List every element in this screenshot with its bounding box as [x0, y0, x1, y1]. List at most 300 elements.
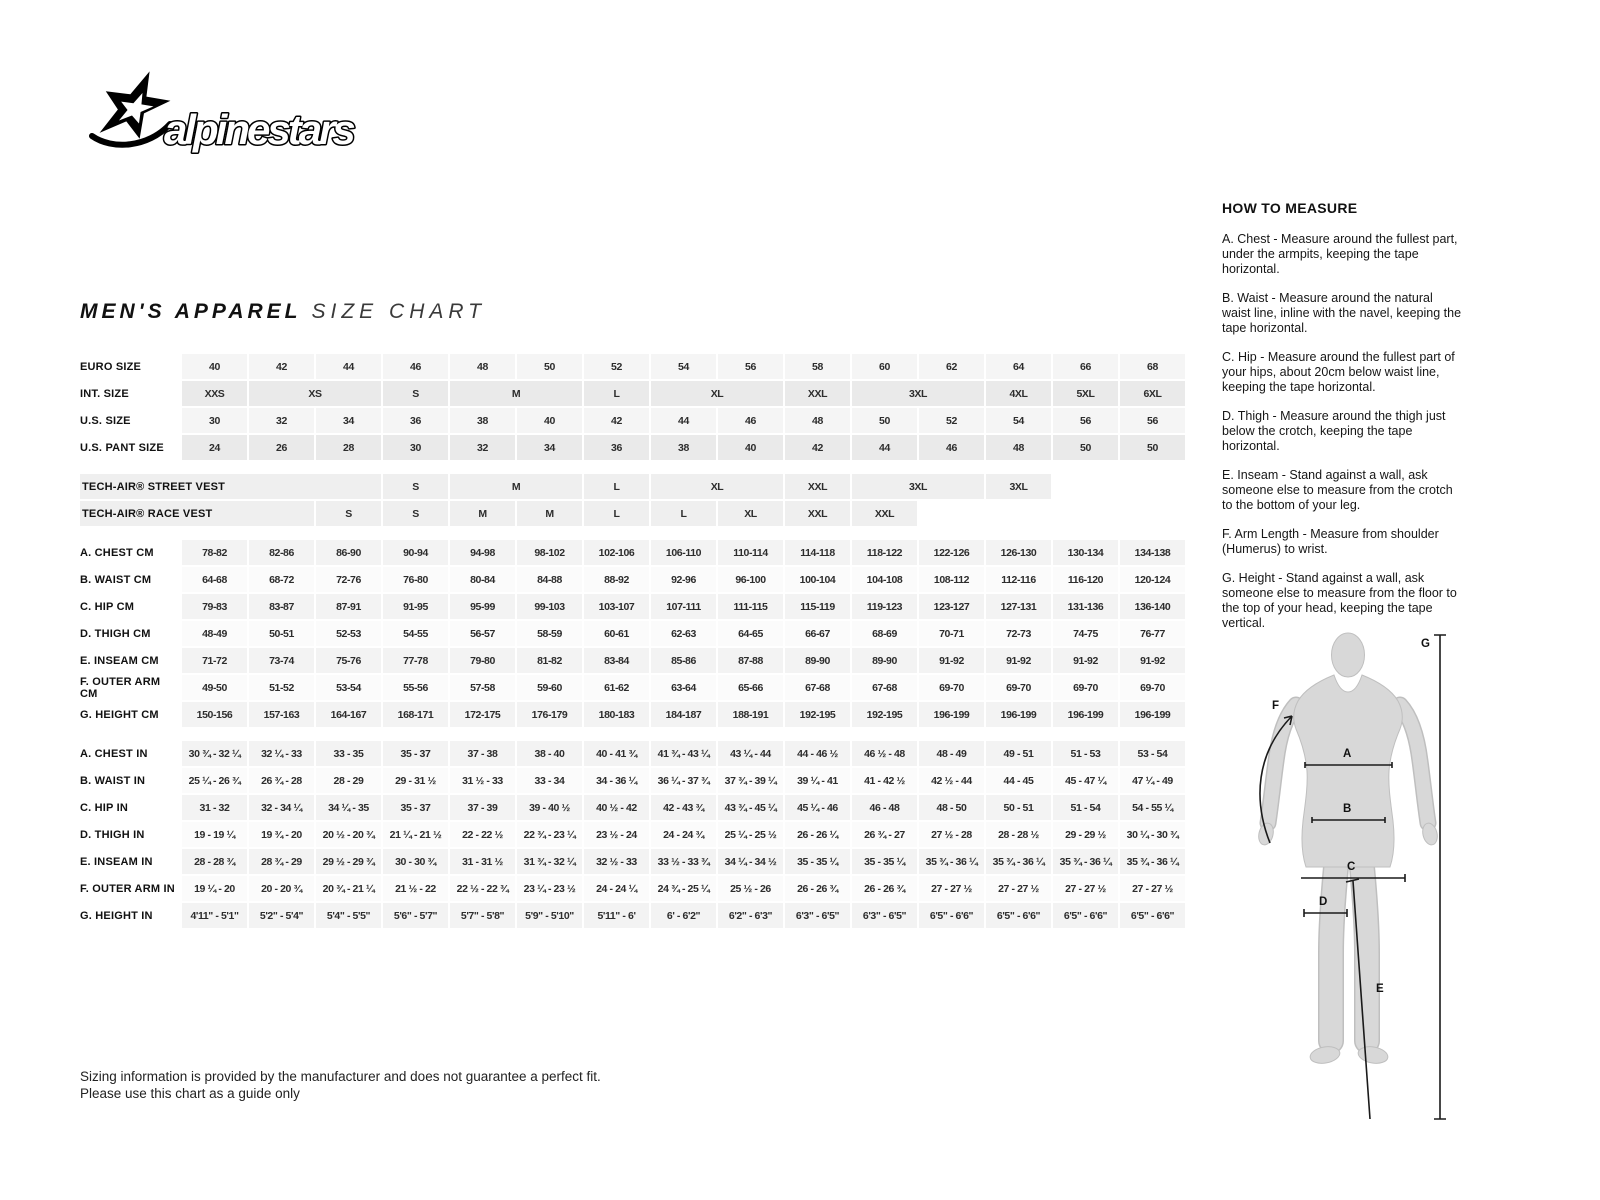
- size-cell: 46: [718, 408, 783, 433]
- measure-instruction: D. Thigh - Measure around the thigh just below the crotch, keeping the tape horizontal.: [1222, 409, 1446, 453]
- size-cell: 76-80: [383, 567, 448, 592]
- table-row: [80, 435, 1185, 460]
- size-cell: 28 ¾ - 29: [249, 849, 314, 874]
- size-cell: 188-191: [718, 702, 783, 727]
- disclaimer: [80, 1068, 601, 1102]
- size-cell: 50-51: [249, 621, 314, 646]
- size-cell: 5'7" - 5'8": [450, 903, 515, 928]
- size-cell: 29 - 31 ½: [383, 768, 448, 793]
- size-cell: XL: [651, 474, 783, 499]
- row-label: D. THIGH IN: [80, 828, 145, 841]
- table-row: [80, 876, 1185, 901]
- row-label: U.S. PANT SIZE: [80, 441, 164, 454]
- size-cell: 83-87: [249, 594, 314, 619]
- size-cell: 21 ¼ - 21 ½: [383, 822, 448, 847]
- row-label: C. HIP IN: [80, 801, 129, 814]
- size-cell: 54: [651, 354, 716, 379]
- size-cell: 56: [1053, 408, 1118, 433]
- table-row: [80, 381, 1185, 406]
- size-cell: 192-195: [852, 702, 917, 727]
- size-cell: 80-84: [450, 567, 515, 592]
- table-row: [80, 822, 1185, 847]
- row-label: U.S. SIZE: [80, 414, 131, 427]
- size-cell: 26 ¾ - 28: [249, 768, 314, 793]
- size-cell: 55-56: [383, 675, 448, 700]
- size-cell: 131-136: [1053, 594, 1118, 619]
- size-cell: 75-76: [316, 648, 381, 673]
- size-cell: 33 ½ - 33 ¾: [651, 849, 716, 874]
- size-cell: 50: [1053, 435, 1118, 460]
- size-table: [80, 354, 1185, 942]
- measure-instruction: G. Height - Stand against a wall, ask someone else to measure from the floor to the top of your head, keeping the tape vertical.: [1222, 571, 1457, 630]
- size-cell: 40 ½ - 42: [584, 795, 649, 820]
- size-cell: M: [450, 501, 515, 526]
- size-cell: 28 - 28 ¾: [182, 849, 247, 874]
- size-cell: 32: [249, 408, 314, 433]
- size-cell: 63-64: [651, 675, 716, 700]
- size-cell: L: [584, 474, 649, 499]
- size-cell: 22 ½ - 22 ¾: [450, 876, 515, 901]
- svg-text:G: G: [1421, 638, 1430, 650]
- size-cell: XXS: [182, 381, 247, 406]
- size-cell: 95-99: [450, 594, 515, 619]
- size-cell: 104-108: [852, 567, 917, 592]
- size-cell: 37 - 38: [450, 741, 515, 766]
- size-cell: 196-199: [1120, 702, 1185, 727]
- size-cell: 40 - 41 ¾: [584, 741, 649, 766]
- size-cell: 110-114: [718, 540, 783, 565]
- size-cell: 56: [1120, 408, 1185, 433]
- size-cell: 5'9" - 5'10": [517, 903, 582, 928]
- size-cell: 45 - 47 ¼: [1053, 768, 1118, 793]
- size-cell: 64-68: [182, 567, 247, 592]
- size-cell: 58: [785, 354, 850, 379]
- size-cell: 48-49: [182, 621, 247, 646]
- size-cell: 34 ¼ - 35: [316, 795, 381, 820]
- size-cell: 72-76: [316, 567, 381, 592]
- size-cell: 28: [316, 435, 381, 460]
- size-cell: 6'5" - 6'6": [986, 903, 1051, 928]
- table-row: [80, 354, 1185, 379]
- size-cell: 91-92: [1053, 648, 1118, 673]
- size-cell: 33 - 34: [517, 768, 582, 793]
- size-cell: 180-183: [584, 702, 649, 727]
- size-cell: L: [584, 501, 649, 526]
- size-cell: M: [450, 381, 582, 406]
- size-cell: 98-102: [517, 540, 582, 565]
- size-cell: 108-112: [919, 567, 984, 592]
- size-cell: 99-103: [517, 594, 582, 619]
- size-cell: 23 ¼ - 23 ½: [517, 876, 582, 901]
- size-cell: S: [316, 501, 381, 526]
- measure-instruction: A. Chest - Measure around the fullest part, under the armpits, keeping the tape horizontal.: [1222, 232, 1458, 276]
- size-cell: 6'5" - 6'6": [1053, 903, 1118, 928]
- size-cell: 28 - 29: [316, 768, 381, 793]
- size-cell: 123-127: [919, 594, 984, 619]
- size-cell: 21 ½ - 22: [383, 876, 448, 901]
- size-cell: 43 ¾ - 45 ¼: [718, 795, 783, 820]
- size-cell: 39 - 40 ½: [517, 795, 582, 820]
- size-cell: 46: [919, 435, 984, 460]
- size-cell: 68-69: [852, 621, 917, 646]
- size-cell: 44 - 45: [986, 768, 1051, 793]
- size-cell: 103-107: [584, 594, 649, 619]
- size-cell: 27 - 27 ½: [1053, 876, 1118, 901]
- size-cell: 48 - 49: [919, 741, 984, 766]
- size-cell: 89-90: [852, 648, 917, 673]
- size-cell: 27 - 27 ½: [1120, 876, 1185, 901]
- size-cell: 44: [316, 354, 381, 379]
- size-cell: 69-70: [986, 675, 1051, 700]
- size-cell: 6'2" - 6'3": [718, 903, 783, 928]
- size-cell: 74-75: [1053, 621, 1118, 646]
- size-cell: XL: [651, 381, 783, 406]
- size-cell: 44: [651, 408, 716, 433]
- title-sub: SIZE CHART: [311, 300, 486, 323]
- size-cell: L: [651, 501, 716, 526]
- size-cell: 127-131: [986, 594, 1051, 619]
- table-row: [80, 768, 1185, 793]
- size-cell: L: [584, 381, 649, 406]
- alpinestars-logo: [78, 60, 368, 165]
- size-cell: 5'6" - 5'7": [383, 903, 448, 928]
- size-cell: 62: [919, 354, 984, 379]
- size-cell: 32 - 34 ¼: [249, 795, 314, 820]
- size-cell: 83-84: [584, 648, 649, 673]
- size-cell: 54-55: [383, 621, 448, 646]
- row-label: A. CHEST IN: [80, 747, 148, 760]
- size-cell: 115-119: [785, 594, 850, 619]
- row-label: B. WAIST CM: [80, 573, 152, 586]
- size-cell: 35 - 37: [383, 741, 448, 766]
- size-cell: 82-86: [249, 540, 314, 565]
- size-cell: 58-59: [517, 621, 582, 646]
- row-label: A. CHEST CM: [80, 546, 154, 559]
- size-cell: 130-134: [1053, 540, 1118, 565]
- size-cell: 36 ¼ - 37 ¾: [651, 768, 716, 793]
- size-cell: 42 - 43 ¾: [651, 795, 716, 820]
- size-cell: M: [517, 501, 582, 526]
- size-cell: 45 ¼ - 46: [785, 795, 850, 820]
- size-cell: 100-104: [785, 567, 850, 592]
- size-cell: 42: [584, 408, 649, 433]
- size-cell: 6'3" - 6'5": [785, 903, 850, 928]
- size-cell: 87-88: [718, 648, 783, 673]
- size-cell: 22 - 22 ½: [450, 822, 515, 847]
- size-cell: 24 ¾ - 25 ¼: [651, 876, 716, 901]
- size-cell: 122-126: [919, 540, 984, 565]
- size-cell: 79-83: [182, 594, 247, 619]
- size-cell: 91-92: [1120, 648, 1185, 673]
- size-cell: 118-122: [852, 540, 917, 565]
- size-cell: 38 - 40: [517, 741, 582, 766]
- title-main: MEN'S APPAREL: [80, 300, 302, 323]
- size-cell: 67-68: [785, 675, 850, 700]
- size-cell: 176-179: [517, 702, 582, 727]
- size-cell: XXL: [785, 501, 850, 526]
- size-cell: 172-175: [450, 702, 515, 727]
- table-row: [80, 474, 1185, 499]
- size-cell: 6'5" - 6'6": [919, 903, 984, 928]
- size-cell: 35 ¾ - 36 ¼: [1053, 849, 1118, 874]
- size-cell: 34 ¼ - 34 ½: [718, 849, 783, 874]
- size-cell: 43 ¼ - 44: [718, 741, 783, 766]
- size-cell: 5'4" - 5'5": [316, 903, 381, 928]
- row-label: INT. SIZE: [80, 387, 129, 400]
- size-cell: 91-92: [919, 648, 984, 673]
- size-cell: 79-80: [450, 648, 515, 673]
- size-cell: 86-90: [316, 540, 381, 565]
- size-cell: 50: [852, 408, 917, 433]
- size-cell: 150-156: [182, 702, 247, 727]
- size-cell: 35 - 35 ¼: [852, 849, 917, 874]
- size-cell: 196-199: [919, 702, 984, 727]
- size-cell: 136-140: [1120, 594, 1185, 619]
- size-cell: 30 ¼ - 30 ¾: [1120, 822, 1185, 847]
- size-cell: 27 ½ - 28: [919, 822, 984, 847]
- svg-text:D: D: [1319, 896, 1328, 908]
- size-cell: 69-70: [919, 675, 984, 700]
- row-label: TECH-AIR® STREET VEST: [80, 474, 381, 499]
- size-cell: 67-68: [852, 675, 917, 700]
- size-cell: 51-52: [249, 675, 314, 700]
- size-cell: 6'3" - 6'5": [852, 903, 917, 928]
- row-label: E. INSEAM CM: [80, 654, 159, 667]
- size-cell: 37 - 39: [450, 795, 515, 820]
- size-cell: 44 - 46 ½: [785, 741, 850, 766]
- size-cell: XXL: [785, 474, 850, 499]
- size-cell: 37 ¾ - 39 ¼: [718, 768, 783, 793]
- size-cell: 62-63: [651, 621, 716, 646]
- size-cell: 26 - 26 ¾: [852, 876, 917, 901]
- size-cell: 134-138: [1120, 540, 1185, 565]
- size-cell: 20 ¾ - 21 ¼: [316, 876, 381, 901]
- size-cell: 30: [182, 408, 247, 433]
- table-row: [80, 567, 1185, 592]
- size-cell: 42: [249, 354, 314, 379]
- size-cell: 47 ¼ - 49: [1120, 768, 1185, 793]
- size-cell: 40: [718, 435, 783, 460]
- measure-instructions: [1222, 232, 1464, 631]
- row-label: TECH-AIR® RACE VEST: [80, 501, 314, 526]
- size-cell: 40: [182, 354, 247, 379]
- size-cell: 184-187: [651, 702, 716, 727]
- row-label: F. OUTER ARM IN: [80, 882, 175, 895]
- table-row: [80, 540, 1185, 565]
- measure-instruction: F. Arm Length - Measure from shoulder (Humerus) to wrist.: [1222, 527, 1439, 556]
- size-cell: 50 - 51: [986, 795, 1051, 820]
- size-cell: 51 - 54: [1053, 795, 1118, 820]
- size-cell: 6' - 6'2": [651, 903, 716, 928]
- size-cell: 102-106: [584, 540, 649, 565]
- size-cell: 48: [986, 435, 1051, 460]
- size-cell: 52-53: [316, 621, 381, 646]
- svg-text:C: C: [1347, 861, 1356, 873]
- size-cell: 5'11" - 6': [584, 903, 649, 928]
- size-cell: 33 - 35: [316, 741, 381, 766]
- size-cell: 34 - 36 ¼: [584, 768, 649, 793]
- size-cell: 81-82: [517, 648, 582, 673]
- size-cell: 22 ¾ - 23 ¼: [517, 822, 582, 847]
- size-cell: 91-95: [383, 594, 448, 619]
- size-cell: 116-120: [1053, 567, 1118, 592]
- size-cell: 52: [584, 354, 649, 379]
- size-cell: 3XL: [986, 474, 1051, 499]
- size-cell: 157-163: [249, 702, 314, 727]
- size-cell: 26: [249, 435, 314, 460]
- size-cell: 69-70: [1053, 675, 1118, 700]
- size-cell: 53-54: [316, 675, 381, 700]
- row-label: EURO SIZE: [80, 360, 142, 373]
- size-cell: 5'2" - 5'4": [249, 903, 314, 928]
- svg-text:A: A: [1343, 748, 1352, 760]
- size-cell: 34: [517, 435, 582, 460]
- size-cell: 39 ¼ - 41: [785, 768, 850, 793]
- size-cell: 6XL: [1120, 381, 1185, 406]
- size-cell: 60: [852, 354, 917, 379]
- size-cell: 54: [986, 408, 1051, 433]
- size-cell: 168-171: [383, 702, 448, 727]
- size-cell: 23 ½ - 24: [584, 822, 649, 847]
- size-cell: 87-91: [316, 594, 381, 619]
- size-cell: 29 - 29 ½: [1053, 822, 1118, 847]
- size-cell: 126-130: [986, 540, 1051, 565]
- size-cell: 35 ¾ - 36 ¼: [919, 849, 984, 874]
- disclaimer-line-1: Sizing information is provided by the manufacturer and does not guarantee a perfect fit.: [80, 1069, 601, 1084]
- size-cell: 20 - 20 ¾: [249, 876, 314, 901]
- table-block-techair: [80, 474, 1185, 526]
- size-cell: 61-62: [584, 675, 649, 700]
- size-cell: 26 ¾ - 27: [852, 822, 917, 847]
- svg-text:E: E: [1376, 983, 1384, 995]
- size-cell: 51 - 53: [1053, 741, 1118, 766]
- size-cell: 26 - 26 ¼: [785, 822, 850, 847]
- size-cell: 42 ½ - 44: [919, 768, 984, 793]
- size-cell: 24 - 24 ¾: [651, 822, 716, 847]
- row-label: D. THIGH CM: [80, 627, 151, 640]
- size-cell: 50: [517, 354, 582, 379]
- size-cell: 66: [1053, 354, 1118, 379]
- size-cell: 42: [785, 435, 850, 460]
- size-cell: 91-92: [986, 648, 1051, 673]
- size-cell: 36: [383, 408, 448, 433]
- size-cell: 46 - 48: [852, 795, 917, 820]
- size-cell: 73-74: [249, 648, 314, 673]
- row-label: F. OUTER ARM CM: [80, 675, 161, 700]
- table-row: [80, 675, 1185, 700]
- row-label: G. HEIGHT IN: [80, 909, 153, 922]
- row-label: E. INSEAM IN: [80, 855, 153, 868]
- page-title: [80, 300, 486, 324]
- size-cell: 114-118: [785, 540, 850, 565]
- size-cell: 4'11" - 5'1": [182, 903, 247, 928]
- size-cell: 59-60: [517, 675, 582, 700]
- size-cell: 24 - 24 ¼: [584, 876, 649, 901]
- size-cell: 30: [383, 435, 448, 460]
- size-cell: XXL: [852, 501, 917, 526]
- size-cell: 76-77: [1120, 621, 1185, 646]
- size-cell: 5XL: [1053, 381, 1118, 406]
- size-cell: 46 ½ - 48: [852, 741, 917, 766]
- size-cell: 111-115: [718, 594, 783, 619]
- size-cell: 3XL: [852, 474, 984, 499]
- size-cell: 85-86: [651, 648, 716, 673]
- size-cell: 32: [450, 435, 515, 460]
- size-cell: 30 - 30 ¾: [383, 849, 448, 874]
- size-cell: 70-71: [919, 621, 984, 646]
- size-cell: 30 ¾ - 32 ¼: [182, 741, 247, 766]
- size-cell: 72-73: [986, 621, 1051, 646]
- size-cell: 26 - 26 ¾: [785, 876, 850, 901]
- size-cell: 35 ¾ - 36 ¼: [986, 849, 1051, 874]
- measure-instruction: E. Inseam - Stand against a wall, ask someone else to measure from the crotch to the bottom of your leg.: [1222, 468, 1453, 512]
- size-cell: 107-111: [651, 594, 716, 619]
- size-cell: 192-195: [785, 702, 850, 727]
- size-cell: 27 - 27 ½: [919, 876, 984, 901]
- size-cell: 28 - 28 ½: [986, 822, 1051, 847]
- size-cell: 65-66: [718, 675, 783, 700]
- size-cell: 120-124: [1120, 567, 1185, 592]
- size-cell: 68-72: [249, 567, 314, 592]
- size-cell: XS: [249, 381, 381, 406]
- table-row: [80, 903, 1185, 928]
- measure-instruction: B. Waist - Measure around the natural waist line, inline with the navel, keeping the tape horizontal.: [1222, 291, 1462, 335]
- table-block-in: [80, 741, 1185, 928]
- table-row: [80, 795, 1185, 820]
- body-measurement-diagram: [1243, 615, 1478, 1127]
- size-cell: 96-100: [718, 567, 783, 592]
- size-cell: 25 ¼ - 26 ¾: [182, 768, 247, 793]
- size-cell: 94-98: [450, 540, 515, 565]
- size-cell: XL: [718, 501, 783, 526]
- table-row: [80, 741, 1185, 766]
- size-cell: 25 ½ - 26: [718, 876, 783, 901]
- size-cell: 31 - 31 ½: [450, 849, 515, 874]
- size-cell: 69-70: [1120, 675, 1185, 700]
- size-cell: 52: [919, 408, 984, 433]
- size-cell: 164-167: [316, 702, 381, 727]
- size-cell: 19 ¾ - 20: [249, 822, 314, 847]
- size-cell: 38: [450, 408, 515, 433]
- size-cell: 53 - 54: [1120, 741, 1185, 766]
- table-block-cm: [80, 540, 1185, 727]
- size-cell: 4XL: [986, 381, 1051, 406]
- size-cell: 3XL: [852, 381, 984, 406]
- size-cell: 36: [584, 435, 649, 460]
- size-cell: 35 - 37: [383, 795, 448, 820]
- row-label: G. HEIGHT CM: [80, 708, 159, 721]
- table-row: [80, 408, 1185, 433]
- size-cell: 29 ½ - 29 ¾: [316, 849, 381, 874]
- size-cell: 64-65: [718, 621, 783, 646]
- size-cell: 54 - 55 ¼: [1120, 795, 1185, 820]
- size-cell: 56-57: [450, 621, 515, 646]
- size-cell: 78-82: [182, 540, 247, 565]
- size-cell: 88-92: [584, 567, 649, 592]
- size-cell: 90-94: [383, 540, 448, 565]
- size-cell: 19 - 19 ¼: [182, 822, 247, 847]
- size-cell: S: [383, 381, 448, 406]
- size-cell: 44: [852, 435, 917, 460]
- size-cell: 35 ¾ - 36 ¼: [1120, 849, 1185, 874]
- measure-heading: HOW TO MEASURE: [1222, 200, 1358, 216]
- size-cell: 20 ½ - 20 ¾: [316, 822, 381, 847]
- size-cell: 106-110: [651, 540, 716, 565]
- size-cell: 35 - 35 ¼: [785, 849, 850, 874]
- size-cell: 32 ¼ - 33: [249, 741, 314, 766]
- size-cell: 46: [383, 354, 448, 379]
- size-cell: 48 - 50: [919, 795, 984, 820]
